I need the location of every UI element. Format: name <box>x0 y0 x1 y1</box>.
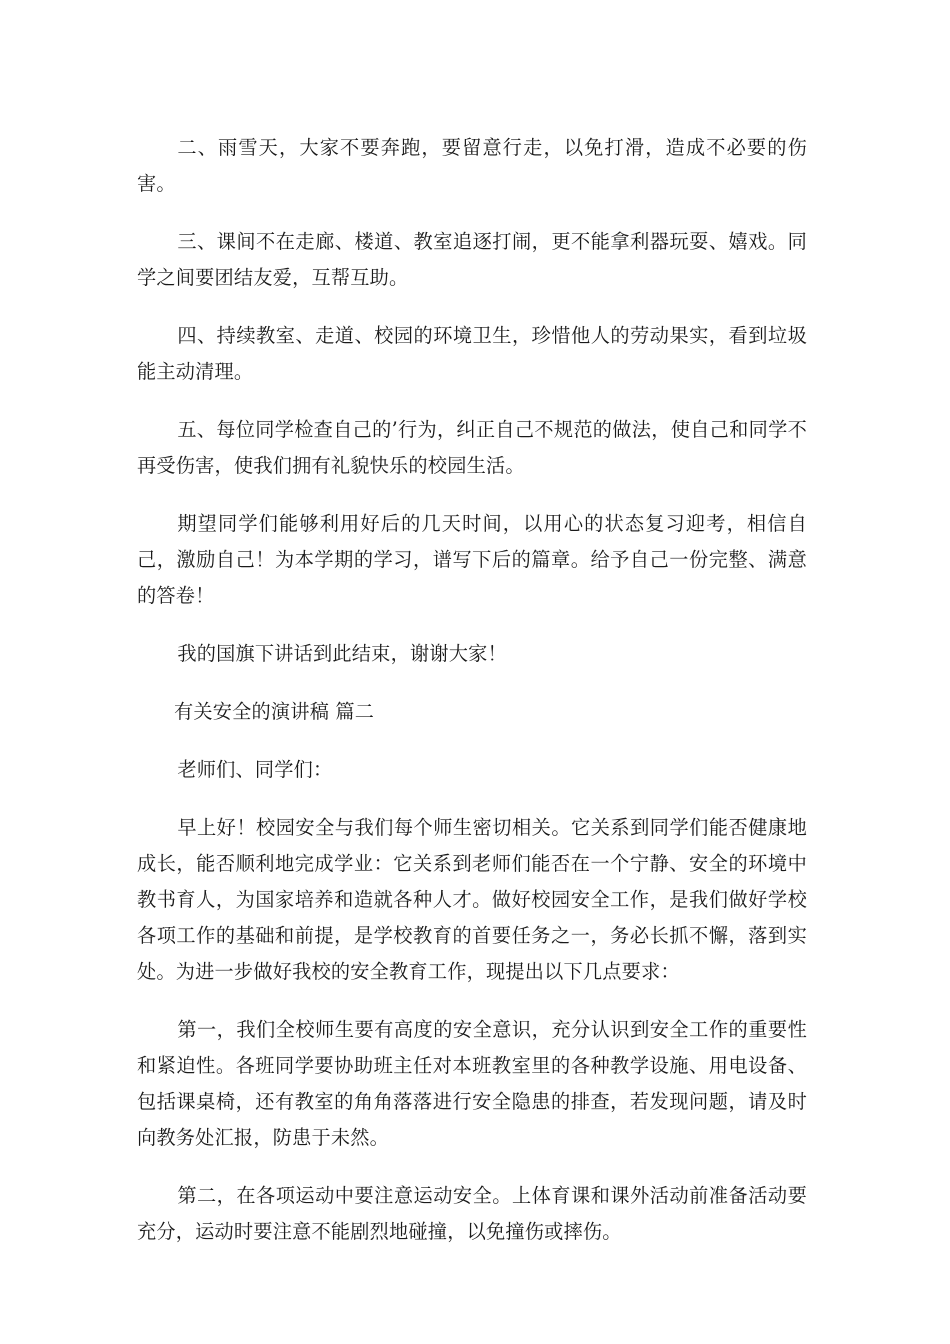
paragraph-item-three: 三、课间不在走廊、楼道、教室追逐打闹，更不能拿利器玩耍、嬉戏。同学之间要团结友爱，互帮互助。 <box>137 230 807 289</box>
paragraph-expectation: 期望同学们能够利用好后的几天时间，以用心的状态复习迎考，相信自己，激励自己！为本学期的学习，谱写下后的篇章。给予自己一份完整、满意的答卷！ <box>137 512 807 607</box>
paragraph-item-two: 二、雨雪天，大家不要奔跑，要留意行走，以免打滑，造成不必要的伤害。 <box>137 136 807 195</box>
paragraph-second-requirement: 第二，在各项运动中要注意运动安全。上体育课和课外活动前准备活动要充分，运动时要注意不能剧烈地碰撞，以免撞伤或摔伤。 <box>137 1184 807 1243</box>
section-title: 有关安全的演讲稿 篇二 <box>174 700 375 723</box>
paragraph-item-five: 五、每位同学检查自己的’行为，纠正自己不规范的做法，使自己和同学不再受伤害，使我们拥有礼貌快乐的校园生活。 <box>137 418 807 477</box>
paragraph-intro: 早上好！校园安全与我们每个师生密切相关。它关系到同学们能否健康地成长，能否顺利地完成学业：它关系到老师们能否在一个宁静、安全的环境中教书育人，为国家培养和造就各种人才。做好校园安全工作，是我们做好学校各项工作的基础和前提，是学校教育的首要任务之一，务必长抓不懈，落到实处。为进一步做好我校的安全教育工作，现提出以下几点要求： <box>137 816 807 983</box>
paragraph-closing: 我的国旗下讲话到此结束，谢谢大家！ <box>177 642 507 665</box>
paragraph-item-four: 四、持续教室、走道、校园的环境卫生，珍惜他人的劳动果实，看到垃圾能主动清理。 <box>137 324 807 383</box>
document-body <box>137 130 807 1272</box>
paragraph-first-requirement: 第一，我们全校师生要有高度的安全意识，充分认识到安全工作的重要性和紧迫性。各班同学要协助班主任对本班教室里的各种教学设施、用电设备、包括课桌椅，还有教室的角角落落进行安全隐患的排查，若发现问题，请及时向教务处汇报，防患于未然。 <box>137 1018 807 1149</box>
salutation: 老师们、同学们： <box>177 758 333 781</box>
